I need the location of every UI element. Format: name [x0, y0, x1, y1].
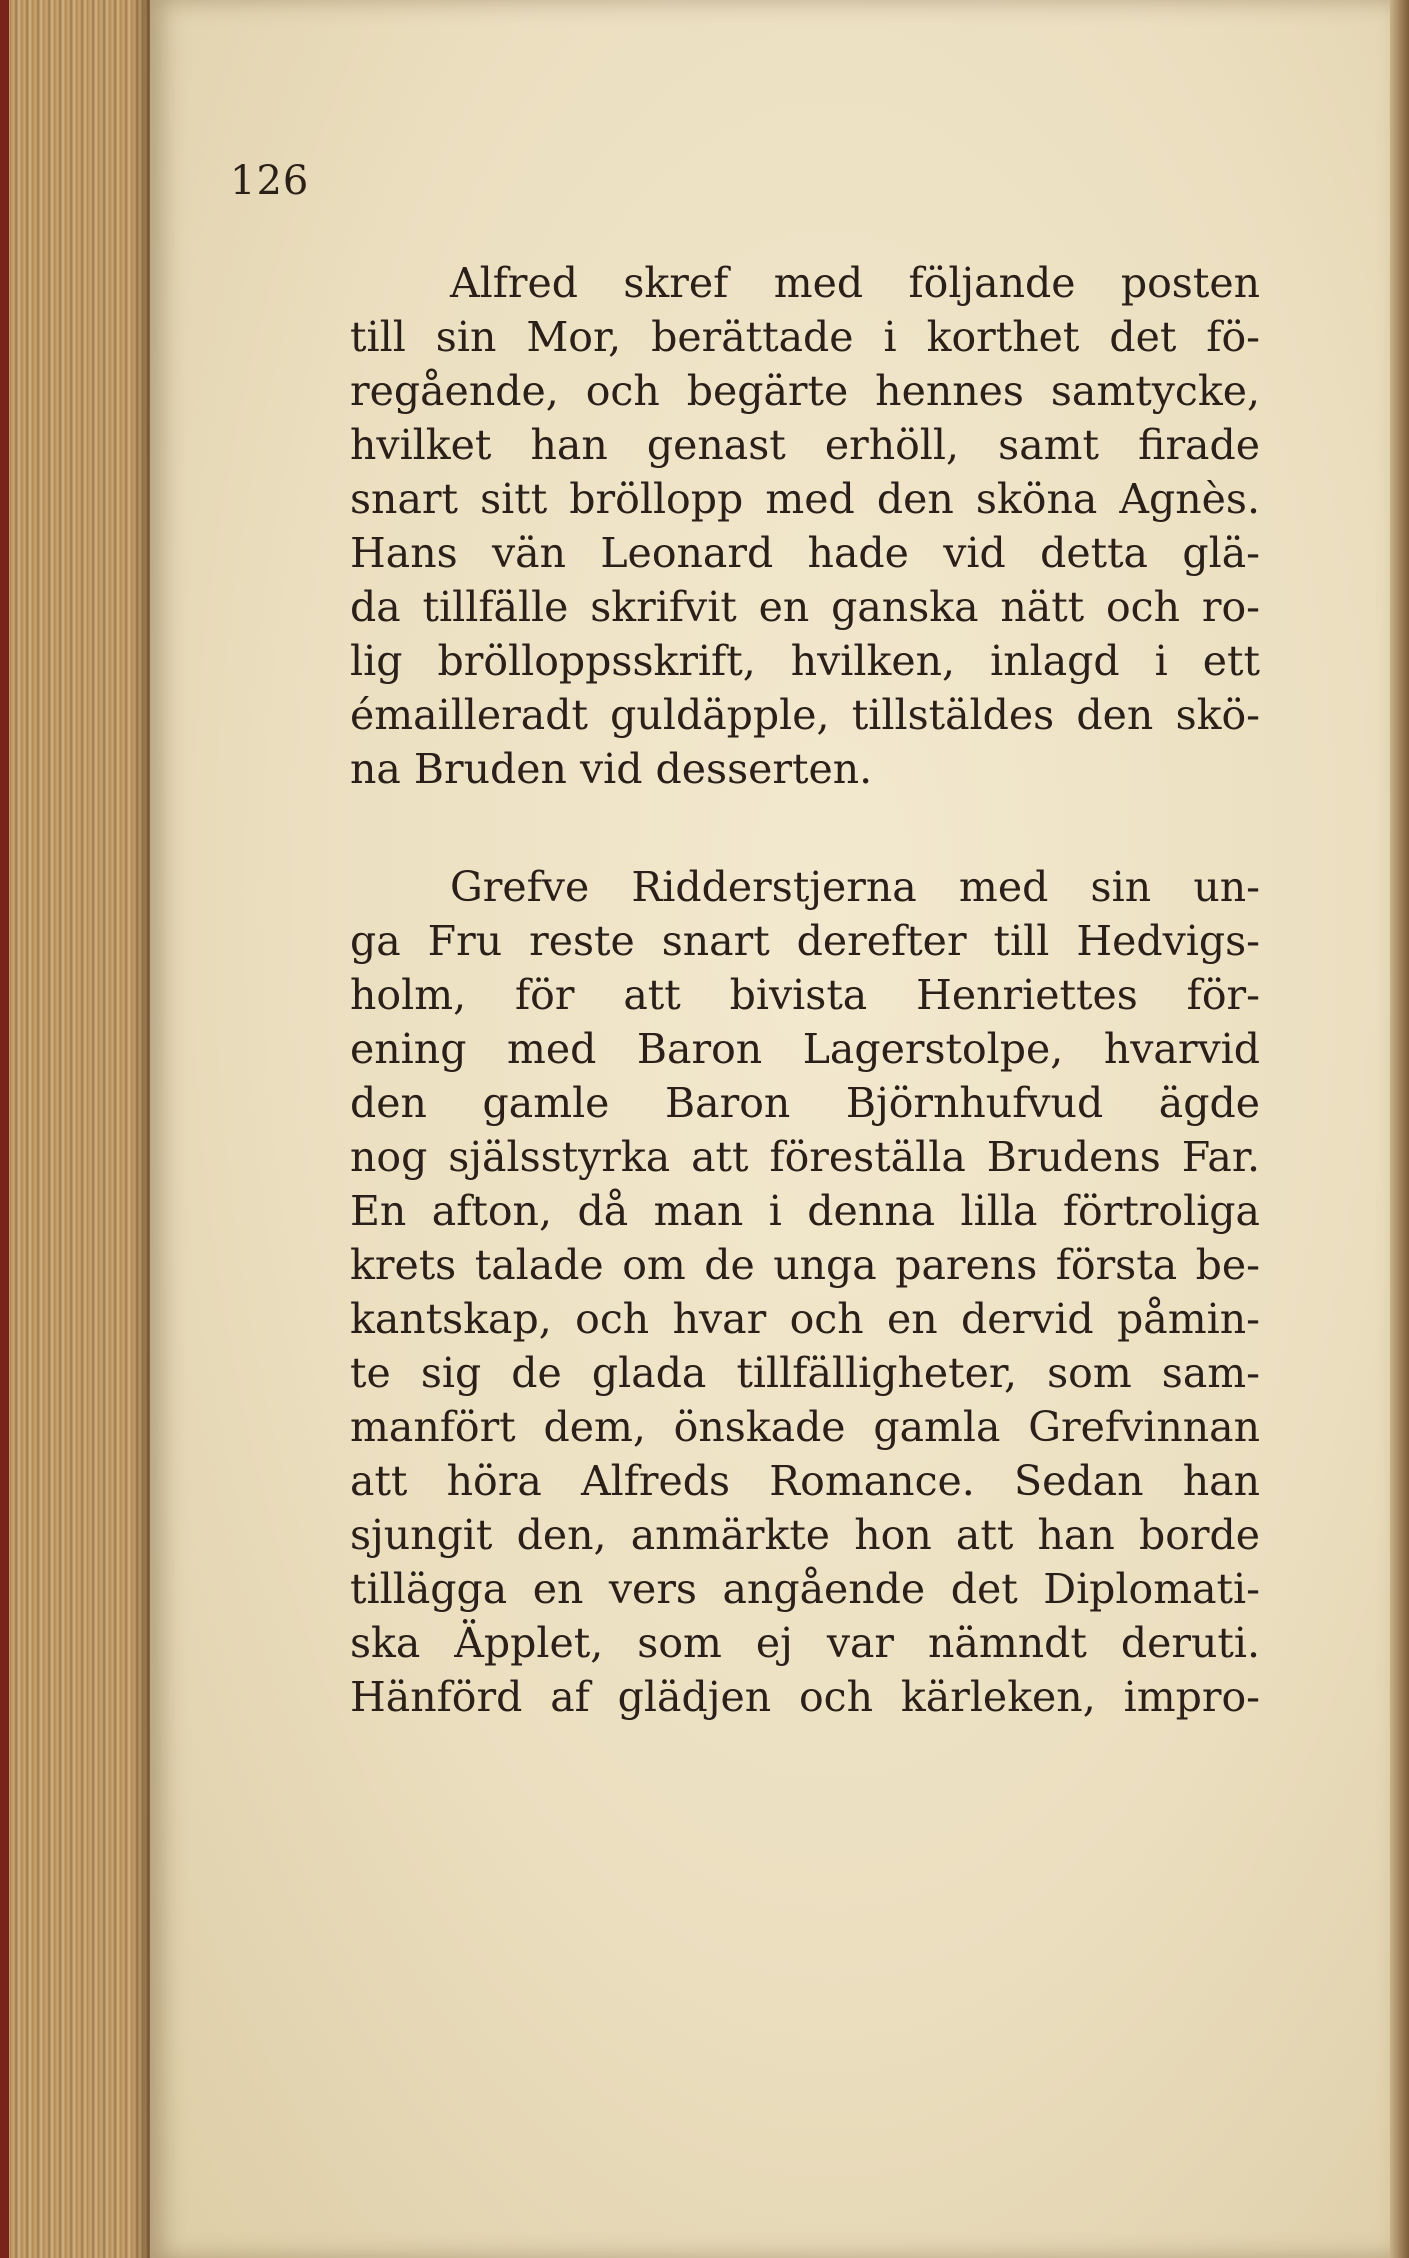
text-line: regående, och begärte hennes samtycke,: [350, 367, 1260, 415]
text-line: Alfred skref med följande posten: [450, 259, 1260, 307]
text-line: kantskap, och hvar och en dervid påmin-: [350, 1295, 1260, 1343]
spine: [0, 0, 9, 2258]
body-text: [350, 256, 1260, 1724]
text-line: sjungit den, anmärkte hon att han borde: [350, 1511, 1260, 1559]
text-line: nog själsstyrka att föreställa Brudens Far.: [350, 1133, 1260, 1181]
text-line: krets talade om de unga parens första be-: [350, 1241, 1260, 1289]
page-number: 126: [230, 158, 310, 204]
text-line: hvilket han genast erhöll, samt firade: [350, 421, 1260, 469]
text-line: Hans vän Leonard hade vid detta glä-: [350, 529, 1260, 577]
paragraph-gap: [350, 796, 1260, 860]
text-line: tillägga en vers angående det Diplomati-: [350, 1565, 1260, 1613]
text-line: En afton, då man i denna lilla förtroliga: [350, 1187, 1260, 1235]
text-line: den gamle Baron Björnhufvud ägde: [350, 1079, 1260, 1127]
text-line: ga Fru reste snart derefter till Hedvigs-: [350, 917, 1260, 965]
text-line: till sin Mor, berättade i korthet det fö-: [350, 313, 1260, 361]
right-page-edge: [1390, 0, 1409, 2258]
text-line: émailleradt guldäpple, tillstäldes den skö-: [350, 691, 1260, 739]
text-line: manfört dem, önskade gamla Grefvinnan: [350, 1403, 1260, 1451]
text-line: ska Äpplet, som ej var nämndt deruti.: [350, 1619, 1260, 1667]
text-line: Hänförd af glädjen och kärleken, impro-: [350, 1673, 1260, 1721]
text-line: att höra Alfreds Romance. Sedan han: [350, 1457, 1260, 1505]
text-line: ening med Baron Lagerstolpe, hvarvid: [350, 1025, 1260, 1073]
paragraph-2: [350, 860, 1260, 1724]
text-line: da tillfälle skrifvit en ganska nätt och ro-: [350, 583, 1260, 631]
text-line: lig brölloppsskrift, hvilken, inlagd i ett: [350, 637, 1260, 685]
text-line: te sig de glada tillfälligheter, som sam-: [350, 1349, 1260, 1397]
paragraph-1: [350, 256, 1260, 796]
text-line: snart sitt bröllopp med den sköna Agnès.: [350, 475, 1260, 523]
text-line: holm, för att bivista Henriettes för-: [350, 971, 1260, 1019]
page-edges: [0, 0, 150, 2258]
text-line: na Bruden vid desserten.: [350, 745, 873, 793]
text-line: Grefve Ridderstjerna med sin un-: [450, 863, 1260, 911]
